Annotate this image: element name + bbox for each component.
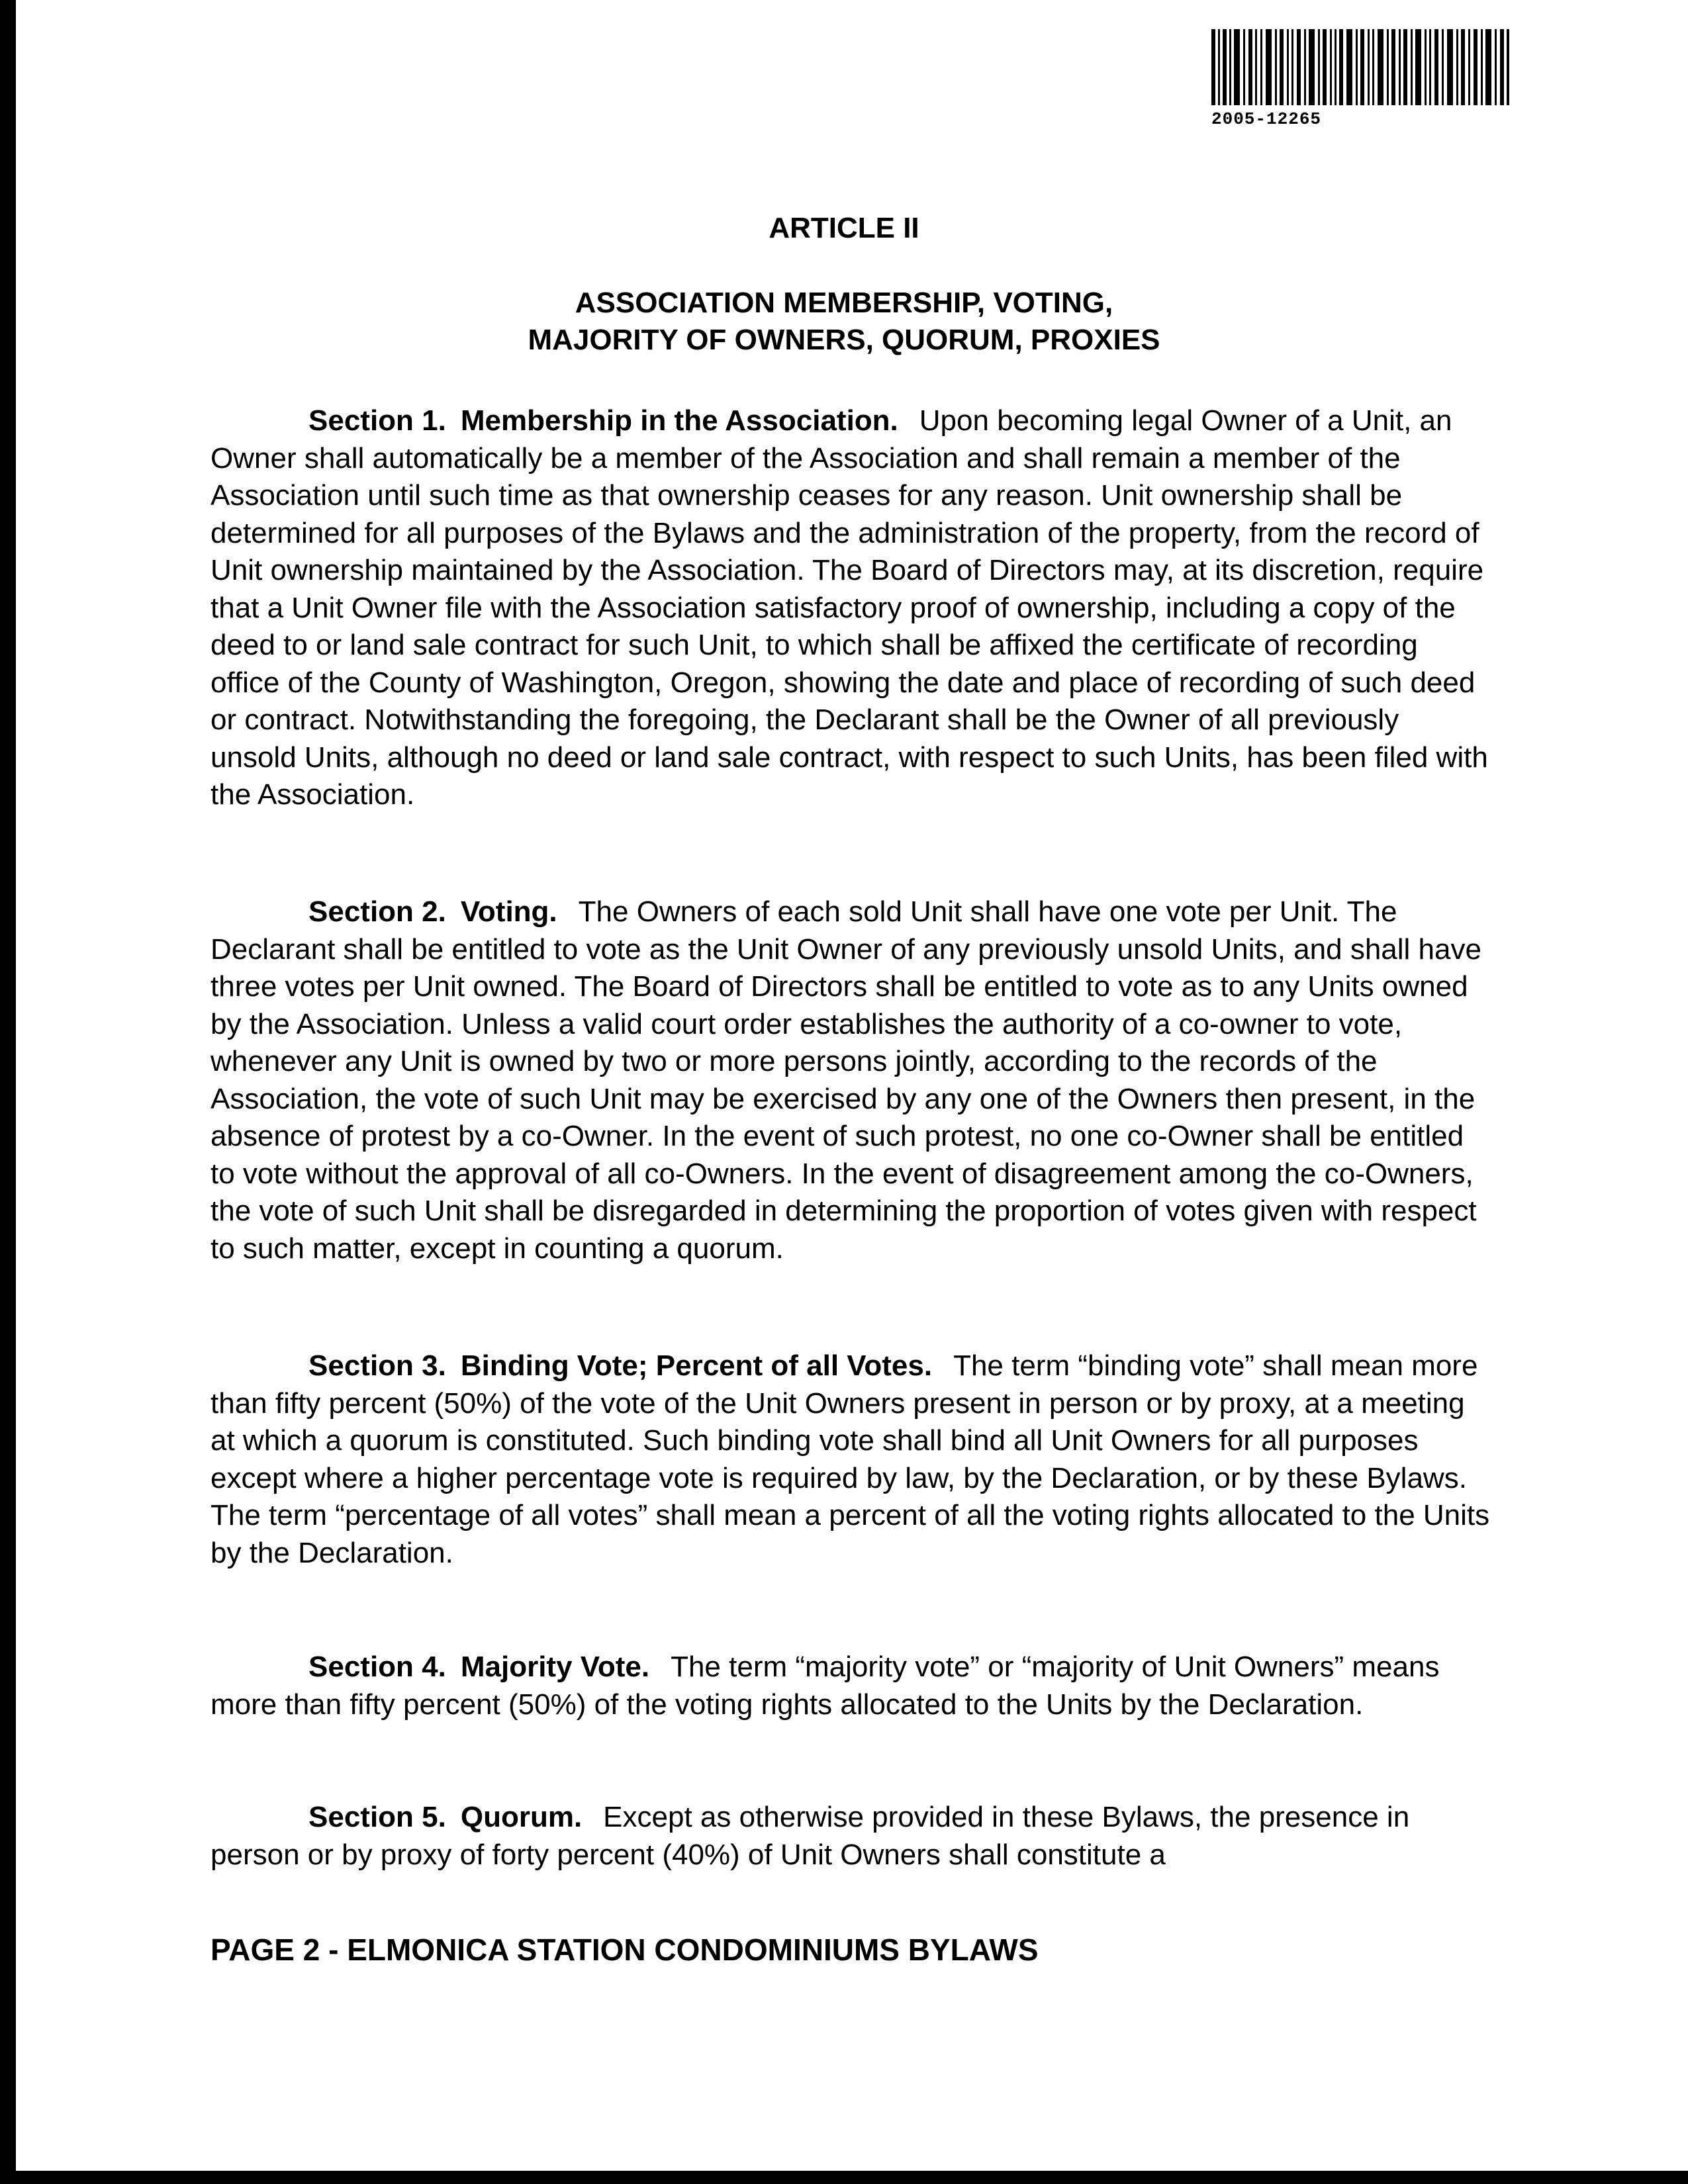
section-quorum	[211, 1799, 1491, 1874]
section-number: Section 2.	[308, 895, 446, 928]
recording-barcode	[1211, 29, 1509, 129]
section-title: Membership in the Association.	[460, 404, 898, 437]
article-number: ARTICLE II	[769, 212, 919, 244]
section-number: Section 1.	[308, 404, 446, 437]
section-text: The term “binding vote” shall mean more than fifty percent (50%) of the vote of the Unit Owners present in person or by proxy, at a meeting at which a quorum is constituted. Such binding vote shall bind all Unit Owners for all purposes except where a higher percentage vote is required by law, by the Declaration, or by these Bylaws. The term “percentage of all votes” shall mean a percent of all the voting rights allocated to the Units by the Declaration.	[211, 1349, 1490, 1569]
article-title-line: ASSOCIATION MEMBERSHIP, VOTING,	[575, 287, 1113, 319]
article-title	[0, 285, 1688, 359]
page-footer: PAGE 2 - ELMONICA STATION CONDOMINIUMS BYLAWS	[211, 1933, 1039, 1967]
section-title: Binding Vote; Percent of all Votes.	[460, 1349, 933, 1382]
section-number: Section 4.	[308, 1651, 446, 1683]
barcode-graphic	[1211, 29, 1509, 105]
section-binding-vote	[211, 1347, 1491, 1572]
section-title: Voting.	[460, 895, 557, 928]
section-membership	[211, 402, 1491, 814]
section-text: The Owners of each sold Unit shall have one vote per Unit. The Declarant shall be entitled to vote as the Unit Owner of any previously unsold Units, and shall have three votes per Unit owned. The Board of Directors shall be entitled to vote as to any Units owned by the Association. Unless a valid court order establishes the authority of a co-owner to vote, whenever any Unit is owned by two or more persons jointly, according to the records of the Association, the vote of such Unit may be exercised by any one of the Owners then present, in the absence of protest by a co-Owner. In the event of such protest, no one co-Owner shall be entitled to vote without the approval of all co-Owners. In the event of disagreement among the co-Owners, the vote of such Unit shall be disregarded in determining the proportion of votes given with respect to such matter, except in counting a quorum.	[211, 895, 1481, 1265]
section-number: Section 3.	[308, 1349, 446, 1382]
scan-edge-bottom	[0, 2171, 1688, 2184]
section-number: Section 5.	[308, 1801, 446, 1833]
section-title: Majority Vote.	[460, 1651, 650, 1683]
section-title: Quorum.	[460, 1801, 583, 1833]
section-text: Except as otherwise provided in these Bylaws, the presence in person or by proxy of forty percent (40%) of Unit Owners shall constitute a	[211, 1801, 1410, 1871]
section-majority-vote	[211, 1649, 1491, 1723]
article-title-line: MAJORITY OF OWNERS, QUORUM, PROXIES	[528, 324, 1160, 356]
barcode-number: 2005-12265	[1211, 109, 1322, 129]
section-text: Upon becoming legal Owner of a Unit, an Owner shall automatically be a member of the Association and shall remain a member of the Association until such time as that ownership ceases for any reason. Unit ownership shall be determined for all purposes of the Bylaws and the administration of the property, from the record of Unit ownership maintained by the Association. The Board of Directors may, at its discretion, require that a Unit Owner file with the Association satisfactory proof of ownership, including a copy of the deed to or land sale contract for such Unit, to which shall be affixed the certificate of recording office of the County of Washington, Oregon, showing the date and place of recording of such deed or contract. Notwithstanding the foregoing, the Declarant shall be the Owner of all previously unsold Units, although no deed or land sale contract, with respect to such Units, has been filed with the Association.	[211, 404, 1488, 811]
section-text: The term “majority vote” or “majority of Unit Owners” means more than fifty percent (50%) of the voting rights allocated to the Units by the Declaration.	[211, 1651, 1440, 1721]
section-voting	[211, 893, 1491, 1267]
